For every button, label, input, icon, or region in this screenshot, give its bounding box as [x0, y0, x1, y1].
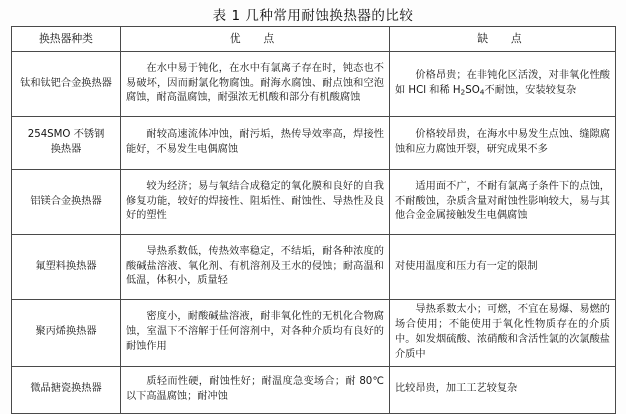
cell-cons: 比较昂贵，加工工艺较复杂	[390, 366, 616, 413]
cell-pros: 导热系数低，传热效率稳定，不结垢，耐各种浓度的酸碱盐溶液、氧化剂、有机溶剂及王水的侵蚀；耐高温和低温，体积小，质量轻	[121, 235, 390, 300]
cell-type: 钛和钛钯合金换热器	[12, 52, 121, 117]
table-row	[12, 52, 616, 117]
cons-text-part-2: SO	[465, 85, 480, 96]
cell-pros: 较为经济；易与氧结合成稳定的氧化膜和良好的自我修复功能，较好的焊接性、阻垢性、耐蚀性、导热性及良好的塑性	[121, 170, 390, 235]
table-row	[12, 366, 616, 413]
table-row	[12, 117, 616, 170]
cell-cons: 价格较昂贵，在海水中易发生点蚀、缝隙腐蚀和应力腐蚀开裂，研究成果不多	[390, 117, 616, 170]
cell-type: 254SMO 不锈钢 换热器	[12, 117, 121, 170]
cell-type: 氟塑料换热器	[12, 235, 121, 300]
subscript-2: 2	[460, 87, 466, 97]
table-header-row	[12, 27, 616, 52]
cell-type: 聚丙烯换热器	[12, 300, 121, 367]
subscript-4: 4	[479, 87, 485, 97]
cell-pros: 耐较高速流体冲蚀，耐污垢，热传导效率高，焊接性能好，不易发生电偶腐蚀	[121, 117, 390, 170]
cell-pros: 在水中易于钝化，在水中有氯离子存在时，钝态也不易破坏，因而耐氯化物腐蚀。耐海水腐蚀、耐点蚀和空泡腐蚀，耐高温腐蚀，耐强浓无机酸和部分有机酸腐蚀	[121, 52, 390, 117]
column-header-cons: 缺 点	[390, 27, 616, 52]
cell-cons: 适用面不广，不耐有氯离子条件下的点蚀，不耐酸蚀，杂质含量对耐蚀性影响较大，易与其他合金金属接触发生电偶腐蚀	[390, 170, 616, 235]
table-row	[12, 235, 616, 300]
cell-pros: 质轻而性硬，耐蚀性好；耐温度急变场合；耐 80℃ 以下高温腐蚀；耐冲蚀	[121, 366, 390, 413]
cell-type: 铝镁合金换热器	[12, 170, 121, 235]
cons-text-part-1: 价格昂贵；在非钝化区活泼，对非氧化性酸如 HCl 和稀 H	[395, 70, 610, 96]
column-header-pros: 优 点	[121, 27, 390, 52]
cell-cons: 导热系数太小；可燃，不宜在易爆、易燃的场合使用；不能使用于氧化性物质存在的介质中。如发烟硫酸、浓硝酸和含活性氯的次氯酸盐介质中	[390, 300, 616, 367]
page-title: 表 1 几种常用耐蚀换热器的比较	[212, 8, 414, 24]
cell-pros: 密度小，耐酸碱盐溶液，耐非氧化性的无机化合物腐蚀，室温下不溶解于任何溶剂中，对各种介质均有良好的耐蚀作用	[121, 300, 390, 367]
cell-cons	[390, 52, 616, 117]
table-row	[12, 300, 616, 367]
table-body	[12, 52, 616, 414]
table-header	[12, 27, 616, 52]
table-row	[12, 170, 616, 235]
cell-cons: 对使用温度和压力有一定的限制	[390, 235, 616, 300]
cell-type: 微晶搪瓷换热器	[12, 366, 121, 413]
column-header-type: 换热器种类	[12, 27, 121, 52]
cons-text-part-3: 不耐蚀，安装较复杂	[484, 85, 577, 96]
comparison-table	[11, 26, 616, 414]
